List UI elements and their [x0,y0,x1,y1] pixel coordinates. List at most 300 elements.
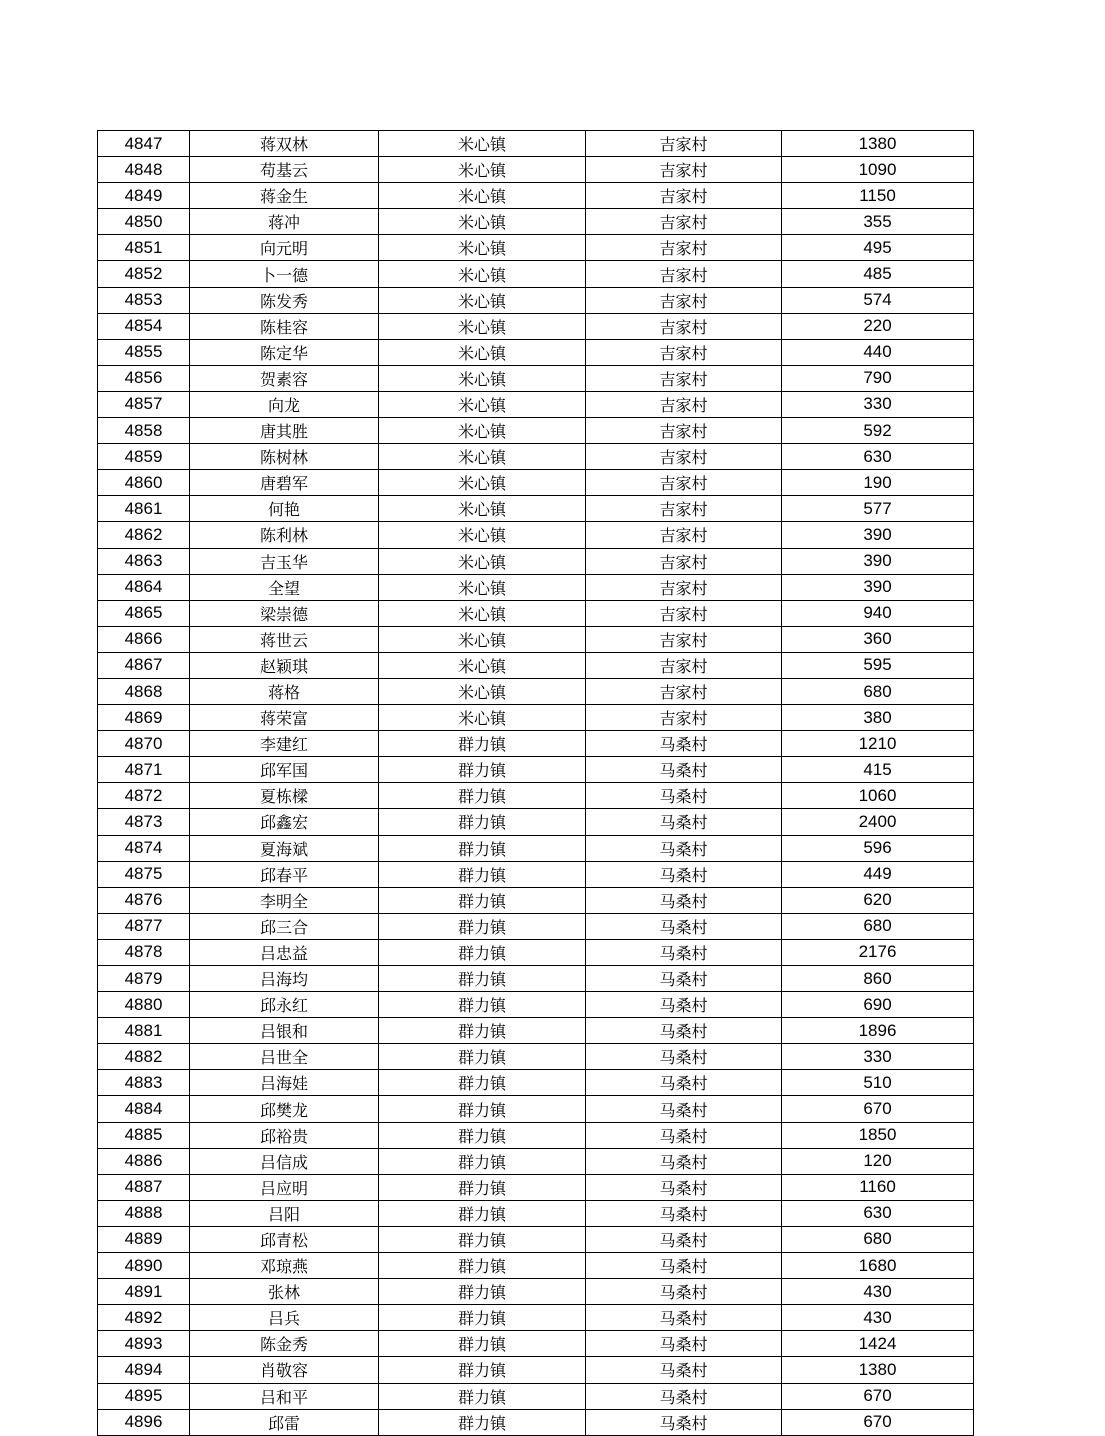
cell-id: 4848 [98,157,190,183]
cell-id: 4877 [98,913,190,939]
cell-amount: 630 [782,444,974,470]
cell-village: 马桑村 [586,1200,782,1226]
cell-name: 邱三合 [190,913,379,939]
table-row [98,391,974,417]
cell-town: 群力镇 [379,1148,586,1174]
cell-amount: 440 [782,339,974,365]
table-row [98,1226,974,1252]
cell-town: 群力镇 [379,1305,586,1331]
cell-amount: 1210 [782,731,974,757]
cell-id: 4887 [98,1174,190,1200]
cell-id: 4864 [98,574,190,600]
cell-amount: 940 [782,600,974,626]
table-row [98,757,974,783]
table-row [98,183,974,209]
table-row [98,1148,974,1174]
cell-town: 米心镇 [379,261,586,287]
cell-village: 马桑村 [586,1096,782,1122]
cell-name: 邱雷 [190,1409,379,1435]
cell-id: 4855 [98,339,190,365]
cell-name: 陈树林 [190,444,379,470]
cell-amount: 2400 [782,809,974,835]
cell-id: 4874 [98,835,190,861]
cell-id: 4888 [98,1200,190,1226]
cell-id: 4896 [98,1409,190,1435]
cell-name: 邱青松 [190,1226,379,1252]
cell-id: 4851 [98,235,190,261]
table-row [98,887,974,913]
cell-town: 群力镇 [379,1070,586,1096]
cell-village: 马桑村 [586,1018,782,1044]
cell-village: 马桑村 [586,887,782,913]
table-row [98,287,974,313]
cell-village: 吉家村 [586,626,782,652]
cell-village: 马桑村 [586,731,782,757]
table-row [98,939,974,965]
cell-amount: 790 [782,365,974,391]
table-row [98,574,974,600]
cell-name: 陈利林 [190,522,379,548]
table-row [98,992,974,1018]
table-row [98,809,974,835]
cell-name: 蒋双林 [190,131,379,157]
cell-name: 蒋荣富 [190,705,379,731]
cell-name: 陈发秀 [190,287,379,313]
cell-id: 4862 [98,522,190,548]
cell-name: 陈定华 [190,339,379,365]
cell-town: 群力镇 [379,1383,586,1409]
cell-village: 吉家村 [586,600,782,626]
cell-name: 何艳 [190,496,379,522]
cell-id: 4872 [98,783,190,809]
cell-amount: 355 [782,209,974,235]
cell-town: 群力镇 [379,1018,586,1044]
cell-village: 马桑村 [586,992,782,1018]
cell-town: 群力镇 [379,1331,586,1357]
cell-id: 4860 [98,470,190,496]
cell-amount: 330 [782,1044,974,1070]
cell-village: 马桑村 [586,1174,782,1200]
cell-id: 4850 [98,209,190,235]
cell-town: 米心镇 [379,157,586,183]
cell-town: 群力镇 [379,809,586,835]
cell-id: 4873 [98,809,190,835]
cell-village: 马桑村 [586,1409,782,1435]
data-table [97,130,974,1436]
cell-name: 贺素容 [190,365,379,391]
table-row [98,1122,974,1148]
table-row [98,678,974,704]
cell-village: 吉家村 [586,574,782,600]
cell-id: 4890 [98,1253,190,1279]
table-row [98,261,974,287]
cell-village: 马桑村 [586,835,782,861]
cell-name: 夏栋樑 [190,783,379,809]
cell-town: 米心镇 [379,444,586,470]
cell-town: 米心镇 [379,183,586,209]
table-row [98,1253,974,1279]
cell-amount: 680 [782,913,974,939]
cell-amount: 1380 [782,131,974,157]
cell-name: 赵颖琪 [190,652,379,678]
table-row [98,1305,974,1331]
cell-amount: 680 [782,678,974,704]
cell-town: 米心镇 [379,365,586,391]
cell-id: 4853 [98,287,190,313]
cell-town: 群力镇 [379,1122,586,1148]
table-row [98,1044,974,1070]
cell-town: 群力镇 [379,913,586,939]
table-row [98,1383,974,1409]
cell-id: 4883 [98,1070,190,1096]
cell-name: 吉玉华 [190,548,379,574]
cell-id: 4863 [98,548,190,574]
cell-village: 马桑村 [586,913,782,939]
cell-town: 群力镇 [379,1409,586,1435]
cell-id: 4870 [98,731,190,757]
cell-id: 4878 [98,939,190,965]
cell-village: 吉家村 [586,496,782,522]
table-row [98,600,974,626]
cell-id: 4868 [98,678,190,704]
cell-town: 米心镇 [379,678,586,704]
cell-id: 4891 [98,1279,190,1305]
cell-name: 卜一德 [190,261,379,287]
table-row [98,626,974,652]
table-row [98,444,974,470]
table-row [98,209,974,235]
table-row [98,1331,974,1357]
cell-amount: 690 [782,992,974,1018]
cell-name: 吕海娃 [190,1070,379,1096]
cell-id: 4881 [98,1018,190,1044]
cell-amount: 670 [782,1096,974,1122]
cell-name: 邱裕贵 [190,1122,379,1148]
cell-id: 4858 [98,418,190,444]
cell-amount: 680 [782,1226,974,1252]
cell-village: 吉家村 [586,287,782,313]
cell-id: 4859 [98,444,190,470]
cell-name: 吕世全 [190,1044,379,1070]
cell-village: 吉家村 [586,470,782,496]
cell-id: 4861 [98,496,190,522]
cell-town: 群力镇 [379,1200,586,1226]
cell-village: 马桑村 [586,1383,782,1409]
cell-amount: 495 [782,235,974,261]
cell-town: 群力镇 [379,966,586,992]
cell-name: 邱春平 [190,861,379,887]
cell-village: 吉家村 [586,444,782,470]
cell-name: 吕兵 [190,1305,379,1331]
cell-id: 4884 [98,1096,190,1122]
cell-id: 4879 [98,966,190,992]
table-row [98,1279,974,1305]
cell-town: 米心镇 [379,235,586,261]
cell-amount: 510 [782,1070,974,1096]
cell-id: 4867 [98,652,190,678]
table-row [98,913,974,939]
cell-amount: 860 [782,966,974,992]
cell-name: 蒋格 [190,678,379,704]
cell-id: 4856 [98,365,190,391]
table-row [98,157,974,183]
cell-name: 邱鑫宏 [190,809,379,835]
table-row [98,1096,974,1122]
cell-town: 群力镇 [379,757,586,783]
cell-amount: 592 [782,418,974,444]
cell-village: 吉家村 [586,548,782,574]
cell-amount: 1896 [782,1018,974,1044]
cell-town: 米心镇 [379,496,586,522]
cell-amount: 380 [782,705,974,731]
cell-name: 陈金秀 [190,1331,379,1357]
cell-name: 邱永红 [190,992,379,1018]
cell-id: 4857 [98,391,190,417]
cell-town: 群力镇 [379,1044,586,1070]
cell-town: 群力镇 [379,887,586,913]
cell-id: 4852 [98,261,190,287]
cell-amount: 430 [782,1279,974,1305]
cell-town: 米心镇 [379,574,586,600]
cell-town: 群力镇 [379,1253,586,1279]
cell-village: 马桑村 [586,1070,782,1096]
cell-id: 4892 [98,1305,190,1331]
table-row [98,1200,974,1226]
cell-town: 米心镇 [379,652,586,678]
cell-town: 群力镇 [379,1357,586,1383]
cell-amount: 574 [782,287,974,313]
cell-town: 米心镇 [379,313,586,339]
cell-name: 蒋冲 [190,209,379,235]
cell-name: 陈桂容 [190,313,379,339]
cell-amount: 577 [782,496,974,522]
cell-name: 李明全 [190,887,379,913]
cell-name: 吕应明 [190,1174,379,1200]
cell-name: 向元明 [190,235,379,261]
cell-village: 吉家村 [586,678,782,704]
cell-id: 4882 [98,1044,190,1070]
cell-town: 米心镇 [379,470,586,496]
cell-amount: 1850 [782,1122,974,1148]
table-row [98,470,974,496]
table-row [98,365,974,391]
cell-village: 吉家村 [586,157,782,183]
cell-id: 4886 [98,1148,190,1174]
cell-amount: 630 [782,1200,974,1226]
cell-amount: 595 [782,652,974,678]
cell-amount: 485 [782,261,974,287]
cell-id: 4854 [98,313,190,339]
cell-village: 吉家村 [586,235,782,261]
cell-village: 马桑村 [586,757,782,783]
table-row [98,861,974,887]
cell-id: 4894 [98,1357,190,1383]
cell-name: 李建红 [190,731,379,757]
cell-village: 吉家村 [586,365,782,391]
cell-village: 马桑村 [586,1357,782,1383]
cell-town: 米心镇 [379,705,586,731]
cell-town: 群力镇 [379,992,586,1018]
cell-town: 群力镇 [379,861,586,887]
table-row [98,131,974,157]
cell-amount: 390 [782,522,974,548]
cell-id: 4880 [98,992,190,1018]
cell-village: 马桑村 [586,861,782,887]
table-row [98,235,974,261]
cell-village: 马桑村 [586,966,782,992]
cell-town: 米心镇 [379,131,586,157]
table-row [98,313,974,339]
table-row [98,1409,974,1435]
cell-town: 群力镇 [379,731,586,757]
cell-village: 吉家村 [586,522,782,548]
cell-id: 4869 [98,705,190,731]
table-row [98,652,974,678]
cell-village: 吉家村 [586,313,782,339]
cell-village: 吉家村 [586,652,782,678]
cell-town: 米心镇 [379,522,586,548]
cell-amount: 2176 [782,939,974,965]
cell-village: 吉家村 [586,418,782,444]
table-row [98,496,974,522]
cell-village: 马桑村 [586,1253,782,1279]
cell-amount: 330 [782,391,974,417]
cell-name: 梁崇德 [190,600,379,626]
cell-town: 米心镇 [379,600,586,626]
cell-village: 马桑村 [586,1279,782,1305]
cell-id: 4865 [98,600,190,626]
cell-amount: 415 [782,757,974,783]
cell-name: 吕和平 [190,1383,379,1409]
cell-name: 张林 [190,1279,379,1305]
cell-id: 4847 [98,131,190,157]
cell-amount: 360 [782,626,974,652]
cell-id: 4876 [98,887,190,913]
table-row [98,731,974,757]
cell-amount: 1150 [782,183,974,209]
cell-name: 唐其胜 [190,418,379,444]
cell-amount: 670 [782,1383,974,1409]
cell-id: 4875 [98,861,190,887]
cell-amount: 430 [782,1305,974,1331]
cell-amount: 1090 [782,157,974,183]
cell-name: 邱军国 [190,757,379,783]
cell-town: 米心镇 [379,287,586,313]
cell-town: 米心镇 [379,548,586,574]
cell-amount: 190 [782,470,974,496]
cell-id: 4889 [98,1226,190,1252]
cell-id: 4893 [98,1331,190,1357]
cell-amount: 390 [782,548,974,574]
cell-town: 群力镇 [379,939,586,965]
cell-amount: 1380 [782,1357,974,1383]
cell-id: 4895 [98,1383,190,1409]
cell-amount: 1060 [782,783,974,809]
table-row [98,1018,974,1044]
cell-id: 4866 [98,626,190,652]
table-row [98,1357,974,1383]
cell-town: 米心镇 [379,339,586,365]
table-row [98,1070,974,1096]
cell-village: 马桑村 [586,1226,782,1252]
cell-amount: 220 [782,313,974,339]
cell-name: 蒋金生 [190,183,379,209]
cell-name: 蒋世云 [190,626,379,652]
cell-village: 马桑村 [586,1122,782,1148]
cell-town: 群力镇 [379,1096,586,1122]
cell-village: 吉家村 [586,183,782,209]
cell-village: 吉家村 [586,209,782,235]
cell-town: 米心镇 [379,391,586,417]
cell-name: 全望 [190,574,379,600]
cell-village: 吉家村 [586,705,782,731]
cell-village: 马桑村 [586,783,782,809]
cell-amount: 620 [782,887,974,913]
cell-name: 肖敬容 [190,1357,379,1383]
cell-name: 吕忠益 [190,939,379,965]
cell-name: 吕阳 [190,1200,379,1226]
cell-name: 唐碧军 [190,470,379,496]
cell-village: 马桑村 [586,1305,782,1331]
cell-name: 吕海均 [190,966,379,992]
cell-town: 群力镇 [379,835,586,861]
cell-town: 米心镇 [379,626,586,652]
cell-town: 米心镇 [379,418,586,444]
cell-amount: 1680 [782,1253,974,1279]
cell-village: 吉家村 [586,391,782,417]
cell-town: 群力镇 [379,783,586,809]
cell-town: 群力镇 [379,1174,586,1200]
table-row [98,1174,974,1200]
cell-name: 吕信成 [190,1148,379,1174]
cell-name: 夏海斌 [190,835,379,861]
cell-village: 吉家村 [586,131,782,157]
cell-name: 苟基云 [190,157,379,183]
cell-village: 吉家村 [586,261,782,287]
table-row [98,548,974,574]
cell-village: 马桑村 [586,1331,782,1357]
cell-town: 群力镇 [379,1279,586,1305]
cell-village: 马桑村 [586,809,782,835]
cell-amount: 1424 [782,1331,974,1357]
cell-amount: 449 [782,861,974,887]
cell-village: 马桑村 [586,939,782,965]
cell-name: 向龙 [190,391,379,417]
cell-town: 米心镇 [379,209,586,235]
cell-amount: 670 [782,1409,974,1435]
cell-name: 邱樊龙 [190,1096,379,1122]
table-row [98,522,974,548]
table-row [98,339,974,365]
cell-id: 4885 [98,1122,190,1148]
cell-id: 4871 [98,757,190,783]
cell-name: 吕银和 [190,1018,379,1044]
cell-amount: 390 [782,574,974,600]
cell-id: 4849 [98,183,190,209]
cell-village: 吉家村 [586,339,782,365]
cell-town: 群力镇 [379,1226,586,1252]
cell-amount: 596 [782,835,974,861]
cell-amount: 1160 [782,1174,974,1200]
cell-village: 马桑村 [586,1044,782,1070]
cell-amount: 120 [782,1148,974,1174]
table-row [98,966,974,992]
table-row [98,835,974,861]
table-row [98,418,974,444]
cell-village: 马桑村 [586,1148,782,1174]
table-row [98,783,974,809]
table-body [98,131,974,1436]
